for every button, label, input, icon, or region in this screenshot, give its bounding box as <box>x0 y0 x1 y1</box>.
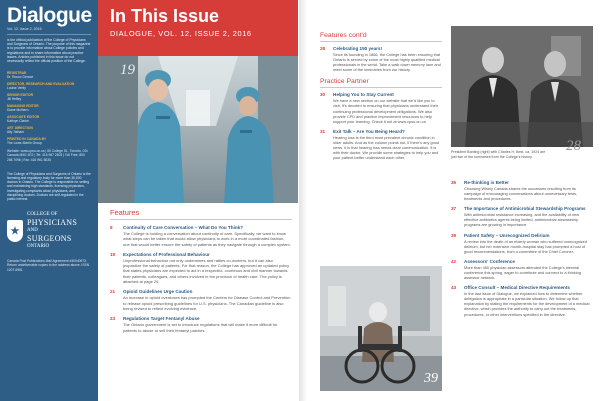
toc-item[interactable] <box>320 129 442 160</box>
toc-item[interactable] <box>451 285 593 316</box>
toc-item[interactable] <box>110 316 292 333</box>
in-this-issue-banner <box>98 0 298 56</box>
masthead-entry: PRINTED IN CANADA BY The Lowe-Martin Group <box>7 137 47 146</box>
toc-summary: Hearing loss is the third most prevalent chronic condition in older adults. And as the column points out, if there's any good news, it is that hearing loss needs clear communication. It is with their doctor. We provide some strategies to help you and your patient better understand each other. <box>333 134 440 161</box>
masthead-entry: MANAGING EDITOR Diane Mulhern <box>7 104 39 113</box>
features-contd-heading: Features cont'd <box>320 32 442 42</box>
dialogue-logo: Dialogue <box>7 4 92 27</box>
toc-title: The Importance of Antimicrobial Stewardship Programs <box>464 206 586 212</box>
toc-summary: In the last issue of Dialogue, we explained how to determine whether delegation is appropriate in a particular situation. We follow up that explanation by stating the requirements for the development of a medical directive, which provides the authority to carry out the treatments, procedures, or other interventions specified in the directive. <box>464 291 590 317</box>
toc-summary: More than 450 physician assessors attended the College's biennial conference this spring, eager to contribute and connect to a thinking assessor network. <box>464 264 582 281</box>
masthead-list <box>7 71 91 145</box>
issue-subtitle: DIALOGUE, VOL. 12, ISSUE 2, 2016 <box>110 29 252 38</box>
toc-title: Continuity of Care Conversation – What Do You Think? <box>123 225 244 230</box>
toc-page-number: 31 <box>320 128 326 134</box>
toc-item[interactable] <box>320 92 442 123</box>
masthead-sidebar <box>0 0 98 401</box>
toc-summary: We have a new section on our website that we'd like you to visit. It's devoted to ensuring that physicians understand their continuing professional development obligations. We also provide CPD and practice improvement resources to help support your learning. Check it out at www.cpso.on.ca <box>333 98 438 124</box>
masthead-entry: DIRECTOR, RESEARCH AND EVALUATION Louise Verity <box>7 82 75 91</box>
toc-title: Regulations Target Fentanyl Abuse <box>123 316 200 322</box>
toc-page-number: 37 <box>451 206 457 212</box>
toc-item[interactable] <box>451 206 593 227</box>
contact-info: Website: www.cpso.on.ca | 80 College St., Toronto, ON, Canada M5G 2E2 | Tel: 416 967 2603 | Toll Free: 800 268 7096 | Fax: 416 961 8035 <box>7 149 89 162</box>
toc-page-number: 19 <box>110 251 116 257</box>
college-crest <box>7 211 91 251</box>
page-gutter <box>299 0 307 401</box>
toc-item[interactable] <box>451 180 593 201</box>
masthead-entry: REGISTRAR Dr. Rocco Gerace <box>7 71 34 80</box>
toc-page-number: 39 <box>451 232 457 238</box>
toc-title: Opioid Guidelines Urge Caution <box>123 289 193 295</box>
toc-page-number: 28 <box>320 46 326 51</box>
toc-page-number: 42 <box>451 258 457 264</box>
toc-title: Exit Talk – Are You Being Heard? <box>333 128 405 134</box>
toc-item[interactable] <box>110 225 292 247</box>
features-heading: Features <box>110 208 292 220</box>
toc-title: Helping You to Stay Current <box>333 92 394 98</box>
right-column <box>451 180 593 322</box>
toc-page-number: 9 <box>110 225 113 230</box>
sidebar-divider <box>7 34 91 35</box>
publication-intro: is the official publication of the College of Physicians and Surgeons of Ontario. The purpose of this magazine is to provide information about College policies and regulations and to share information about practice issues. Articles published in this issue do not necessarily reflect the official position of the College. <box>7 38 91 64</box>
issue-line: Vol. 12, Issue 2, 2016 <box>7 27 42 31</box>
toc-summary: With antimicrobial resistance increasing, and the availability of new effective antibiotics agents being limited, antimicrobial stewardship programs are growing in importance. <box>464 212 580 228</box>
crest-shield-icon: ★ <box>7 220 23 242</box>
toc-summary: Choosing Wisely Canada shares the successes resulting from its campaign of encouraging conversations about unnecessary tests, treatments and procedures. <box>464 186 578 202</box>
toc-title: Expectations of Professional Behaviour <box>123 251 210 257</box>
masthead-entry: SENIOR EDITOR Jill Hefley <box>7 93 33 102</box>
toc-page-number: 23 <box>110 316 116 322</box>
toc-title: Assessors' Conference <box>464 258 515 264</box>
college-notice: The College of Physicians and Surgeons of Ontario is the licensing and regulatory body for more than 30,000 doctors in Ontario. The College is responsible for setting and maintaining high standards, licensing physicians, investigating complaints about physicians, and disciplining doctors. Doctors are self-regulated in the public interest. <box>7 171 91 202</box>
toc-item[interactable] <box>320 46 442 72</box>
masthead-entry: ASSOCIATE EDITOR Kathryn Clarke <box>7 115 40 124</box>
toc-item[interactable] <box>451 259 593 280</box>
banting-best-image <box>451 26 593 147</box>
toc-title: Re-thinking is Better <box>464 180 509 185</box>
bottom-photo-page-number: 39 <box>424 371 438 386</box>
photo-caption: President Banting (right) with Charles H. Best, ca. 1924 are just two of the luminaries from the College's history. <box>451 150 546 159</box>
toc-title: Office Consult – Medical Directive Requirements <box>464 285 570 291</box>
middle-column <box>320 32 442 165</box>
toc-summary: A review into the death of an elderly woman who suffered unrecognized delirium, but her extensive month-hospital stay has prompted a host of good recommendations, from a committee of the Chief Coroner. <box>464 238 587 254</box>
masthead-entry: ART DIRECTION Ally Tatham <box>7 126 33 135</box>
toc-page-number: 35 <box>451 180 457 185</box>
college-wordmark: COLLEGE OF PHYSICIANS AND SURGEONS ONTARIO <box>27 212 78 250</box>
toc-item[interactable] <box>110 289 292 311</box>
hero-page-number: 19 <box>120 62 135 78</box>
toc-summary: An increase in opioid overdoses has prompted the Centers for Disease Control and Prevention to release opioid prescribing guidelines for U.S. physicians. The Canadian guideline is also being revised to reflect evolving evidence. <box>123 295 291 311</box>
toc-page-number: 21 <box>110 289 116 295</box>
photo-page-number: 28 <box>566 138 581 154</box>
toc-item[interactable] <box>110 252 292 284</box>
toc-title: Celebrating 150 years! <box>333 46 383 51</box>
toc-summary: The College is holding a conversation about continuity of care. Specifically, we want to know what steps can be taken that would allow physicians to work in a more coordinated fashion, one that would better ensure the safety of patients as they navigate through a complex system. <box>123 231 291 247</box>
toc-page-number: 43 <box>451 285 457 291</box>
toc-item[interactable] <box>451 233 593 254</box>
historical-photo <box>451 26 593 147</box>
wheelchair-photo <box>320 266 442 391</box>
page-title: In This Issue <box>110 6 220 26</box>
practice-partner-heading: Practice Partner <box>320 78 442 88</box>
nurses-hallway-photo <box>98 56 298 203</box>
features-section <box>110 208 292 338</box>
postal-footer: Canada Post Publications Mail Agreement #40040673. Return undeliverable copies to the address above. ISSN 1207-6961 <box>7 259 90 272</box>
toc-summary: Unprofessional behaviour not only undermines and rattles co-workers, but it can also jeopardize the safety of patients. For that reason, the College has approved an updated policy that states physicians are expected to act in a respectful, courteous and civil manner towards their patients, colleagues, and others involved in the provision of health care. The policy is attached at page 29. <box>123 257 290 285</box>
toc-summary: Since its founding in 1866, the College has been ensuring that Ontario is served by some of the most highly qualified medical professionals in the world. Take a walk down memory lane and meet some of the luminaries from our history. <box>333 52 441 73</box>
toc-page-number: 30 <box>320 92 326 98</box>
toc-title: Patient Safety – Unrecognized Delirium <box>464 232 550 238</box>
toc-summary: The Ontario government is set to introduce regulations that will make it more difficult for patients to abuse or sell their fentanyl patches. <box>123 322 278 333</box>
